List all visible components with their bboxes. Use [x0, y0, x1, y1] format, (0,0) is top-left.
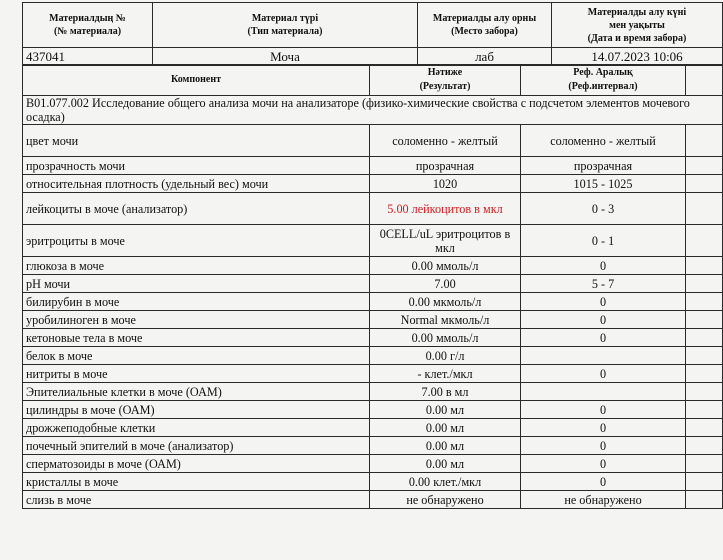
extra-cell: [686, 293, 723, 311]
result-value: 0.00 мкмоль/л: [370, 293, 521, 311]
extra-cell: [686, 383, 723, 401]
result-value: не обнаружено: [370, 491, 521, 509]
ref-interval-value: 0: [521, 473, 686, 491]
component-header: Компонент: [23, 65, 370, 96]
ref-interval-value: 0: [521, 293, 686, 311]
component-name: прозрачность мочи: [23, 157, 370, 175]
extra-cell: [686, 125, 723, 157]
ref-interval-header: Реф. Аралық (Реф.интервал): [521, 65, 686, 96]
result-value: 0.00 мл: [370, 419, 521, 437]
component-name: относительная плотность (удельный вес) мочи: [23, 175, 370, 193]
material-type-header: Материал түрі (Тип материала): [153, 3, 418, 48]
result-value: 7.00: [370, 275, 521, 293]
result-row: [23, 329, 723, 347]
component-name: уробилиноген в моче: [23, 311, 370, 329]
component-name: белок в моче: [23, 347, 370, 365]
results-body: [23, 125, 723, 509]
component-name: Эпителиальные клетки в моче (ОАМ): [23, 383, 370, 401]
extra-cell: [686, 455, 723, 473]
result-row: [23, 157, 723, 175]
ref-interval-value: 0: [521, 329, 686, 347]
extra-cell: [686, 257, 723, 275]
ref-interval-value: 0: [521, 311, 686, 329]
result-row: [23, 347, 723, 365]
result-header: Нәтиже (Результат): [370, 65, 521, 96]
component-name: цилиндры в моче (ОАМ): [23, 401, 370, 419]
result-value: 0.00 мл: [370, 455, 521, 473]
result-row: [23, 193, 723, 225]
result-value: прозрачная: [370, 157, 521, 175]
result-row: [23, 437, 723, 455]
result-row: [23, 175, 723, 193]
ref-interval-value: 1015 - 1025: [521, 175, 686, 193]
result-row: [23, 257, 723, 275]
component-name: нитриты в моче: [23, 365, 370, 383]
result-row: [23, 401, 723, 419]
result-row: [23, 383, 723, 401]
result-value: 0.00 клет./мкл: [370, 473, 521, 491]
component-name: лейкоциты в моче (анализатор): [23, 193, 370, 225]
result-row: [23, 365, 723, 383]
ref-interval-value: 0 - 3: [521, 193, 686, 225]
section-title: B01.077.002 Исследование общего анализа мочи на анализаторе (физико-химические свойства с подсчетом элементов мочевого осадка): [23, 96, 723, 125]
collection-datetime-value: 14.07.2023 10:06: [552, 48, 723, 66]
extra-cell: [686, 193, 723, 225]
result-row: [23, 125, 723, 157]
extra-cell: [686, 491, 723, 509]
result-value: 7.00 в мл: [370, 383, 521, 401]
ref-interval-value: 0: [521, 401, 686, 419]
ref-interval-value: соломенно - желтый: [521, 125, 686, 157]
component-name: слизь в моче: [23, 491, 370, 509]
result-value: 0CELL/uL эритроцитов в мкл: [370, 225, 521, 257]
extra-cell: [686, 225, 723, 257]
extra-cell: [686, 311, 723, 329]
extra-cell: [686, 401, 723, 419]
collection-place-value: лаб: [418, 48, 552, 66]
sample-header-row: [23, 3, 723, 48]
component-name: билирубин в моче: [23, 293, 370, 311]
extra-column-header: [686, 65, 723, 96]
collection-datetime-header: Материалды алу күні мен уақыты (Дата и время забора): [552, 3, 723, 48]
extra-cell: [686, 175, 723, 193]
ref-interval-value: 0: [521, 419, 686, 437]
result-value: 5.00 лейкоцитов в мкл: [370, 193, 521, 225]
result-value: 0.00 г/л: [370, 347, 521, 365]
result-value: Normal мкмоль/л: [370, 311, 521, 329]
material-type-value: Моча: [153, 48, 418, 66]
component-name: цвет мочи: [23, 125, 370, 157]
component-name: глюкоза в моче: [23, 257, 370, 275]
component-name: дрожжеподобные клетки: [23, 419, 370, 437]
component-name: почечный эпителий в моче (анализатор): [23, 437, 370, 455]
result-row: [23, 491, 723, 509]
result-row: [23, 275, 723, 293]
ref-interval-value: 0: [521, 455, 686, 473]
extra-cell: [686, 473, 723, 491]
ref-interval-value: [521, 347, 686, 365]
extra-cell: [686, 419, 723, 437]
result-value: 0.00 мл: [370, 401, 521, 419]
material-number-header: Материалдың № (№ материала): [23, 3, 153, 48]
extra-cell: [686, 157, 723, 175]
result-value: 0.00 мл: [370, 437, 521, 455]
ref-interval-value: [521, 383, 686, 401]
result-row: [23, 293, 723, 311]
ref-interval-value: 5 - 7: [521, 275, 686, 293]
result-value: соломенно - желтый: [370, 125, 521, 157]
collection-place-header: Материалды алу орны (Место забора): [418, 3, 552, 48]
result-row: [23, 311, 723, 329]
results-table: [22, 64, 723, 509]
ref-interval-value: 0: [521, 257, 686, 275]
sample-info-table: [22, 2, 723, 66]
result-row: [23, 455, 723, 473]
extra-cell: [686, 329, 723, 347]
extra-cell: [686, 275, 723, 293]
ref-interval-value: прозрачная: [521, 157, 686, 175]
extra-cell: [686, 437, 723, 455]
result-value: - клет./мкл: [370, 365, 521, 383]
ref-interval-value: 0: [521, 437, 686, 455]
result-value: 1020: [370, 175, 521, 193]
component-name: сперматозоиды в моче (ОАМ): [23, 455, 370, 473]
result-value: 0.00 ммоль/л: [370, 257, 521, 275]
section-row: [23, 96, 723, 125]
sample-values-row: [23, 48, 723, 66]
component-name: pH мочи: [23, 275, 370, 293]
component-name: кристаллы в моче: [23, 473, 370, 491]
ref-interval-value: 0 - 1: [521, 225, 686, 257]
result-value: 0.00 ммоль/л: [370, 329, 521, 347]
component-name: эритроциты в моче: [23, 225, 370, 257]
results-header-row: [23, 65, 723, 96]
material-number-value: 437041: [23, 48, 153, 66]
ref-interval-value: не обнаружено: [521, 491, 686, 509]
result-row: [23, 419, 723, 437]
extra-cell: [686, 347, 723, 365]
result-row: [23, 225, 723, 257]
result-row: [23, 473, 723, 491]
extra-cell: [686, 365, 723, 383]
ref-interval-value: 0: [521, 365, 686, 383]
component-name: кетоновые тела в моче: [23, 329, 370, 347]
